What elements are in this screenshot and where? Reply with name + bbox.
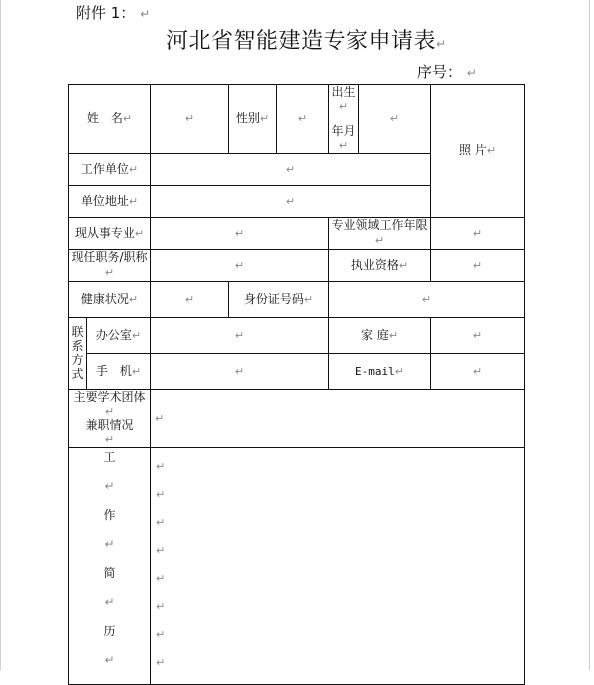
id-input-cell[interactable]: ↵ <box>329 281 525 317</box>
name-input-cell[interactable]: ↵ <box>151 85 229 154</box>
work-unit-input-cell[interactable]: ↵ <box>151 153 431 185</box>
academic-label-cell: 主要学术团体 ↵ 兼职情况 ↵ <box>69 389 151 448</box>
mobile-input-cell[interactable]: ↵ <box>151 353 329 389</box>
qualification-label-cell: 执业资格↵ <box>329 249 431 281</box>
resume-input-cell[interactable]: ↵ ↵ ↵ ↵ ↵ ↵ ↵ ↵ <box>151 448 525 685</box>
page-left-edge <box>0 0 1 670</box>
position-label-cell: 现任职务/职称↵ <box>69 249 151 281</box>
table-row <box>69 217 525 249</box>
table-row <box>69 85 525 154</box>
page-right-edge <box>589 0 590 670</box>
table-row <box>69 353 525 389</box>
office-input-cell[interactable]: ↵ <box>151 317 329 353</box>
table-row <box>69 249 525 281</box>
table-row <box>69 281 525 317</box>
birth-input-cell[interactable]: ↵ <box>359 85 431 154</box>
office-label-cell: 办公室↵ <box>87 317 151 353</box>
academic-input-cell[interactable]: ↵ <box>151 389 525 448</box>
serial-number-label: 序号： ↵ <box>417 63 477 81</box>
home-label-cell: 家 庭↵ <box>329 317 431 353</box>
years-input-cell[interactable]: ↵ <box>431 217 525 249</box>
table-row <box>69 448 525 685</box>
years-label-cell: 专业领域工作年限↵ <box>329 217 431 249</box>
mobile-label-cell: 手 机↵ <box>87 353 151 389</box>
paragraph-mark-icon: ↵ <box>140 7 151 21</box>
health-label-cell: 健康状况↵ <box>69 281 151 317</box>
contact-label-cell: 联系方式 <box>69 317 87 389</box>
table-row <box>69 389 525 448</box>
gender-label-cell: 性别↵ <box>229 85 277 154</box>
photo-cell[interactable]: 照 片↵ <box>431 85 525 218</box>
work-unit-label-cell: 工作单位↵ <box>69 153 151 185</box>
resume-label-cell: 工 ↵ 作 ↵ 简 ↵ 历 ↵ <box>69 448 151 685</box>
birth-label-cell: 出生 ↵ 年月 ↵ <box>329 85 359 154</box>
email-label-cell: E-mail↵ <box>329 353 431 389</box>
table-row <box>69 317 525 353</box>
attachment-label: 附件 1： ↵ <box>76 4 151 22</box>
name-label-cell: 姓 名↵ <box>69 85 151 154</box>
unit-address-label-cell: 单位地址↵ <box>69 185 151 217</box>
unit-address-input-cell[interactable]: ↵ <box>151 185 431 217</box>
specialty-input-cell[interactable]: ↵ <box>151 217 329 249</box>
paragraph-mark-icon: ↵ <box>436 37 447 51</box>
specialty-label-cell: 现从事专业↵ <box>69 217 151 249</box>
application-form-table <box>68 84 525 685</box>
position-input-cell[interactable]: ↵ <box>151 249 329 281</box>
qualification-input-cell[interactable]: ↵ <box>431 249 525 281</box>
email-input-cell[interactable]: ↵ <box>431 353 525 389</box>
health-input-cell[interactable]: ↵ <box>151 281 229 317</box>
gender-input-cell[interactable]: ↵ <box>277 85 329 154</box>
home-input-cell[interactable]: ↵ <box>431 317 525 353</box>
page-title: 河北省智能建造专家申请表↵ <box>166 29 447 54</box>
paragraph-mark-icon: ↵ <box>466 66 477 80</box>
id-label-cell: 身份证号码↵ <box>229 281 329 317</box>
